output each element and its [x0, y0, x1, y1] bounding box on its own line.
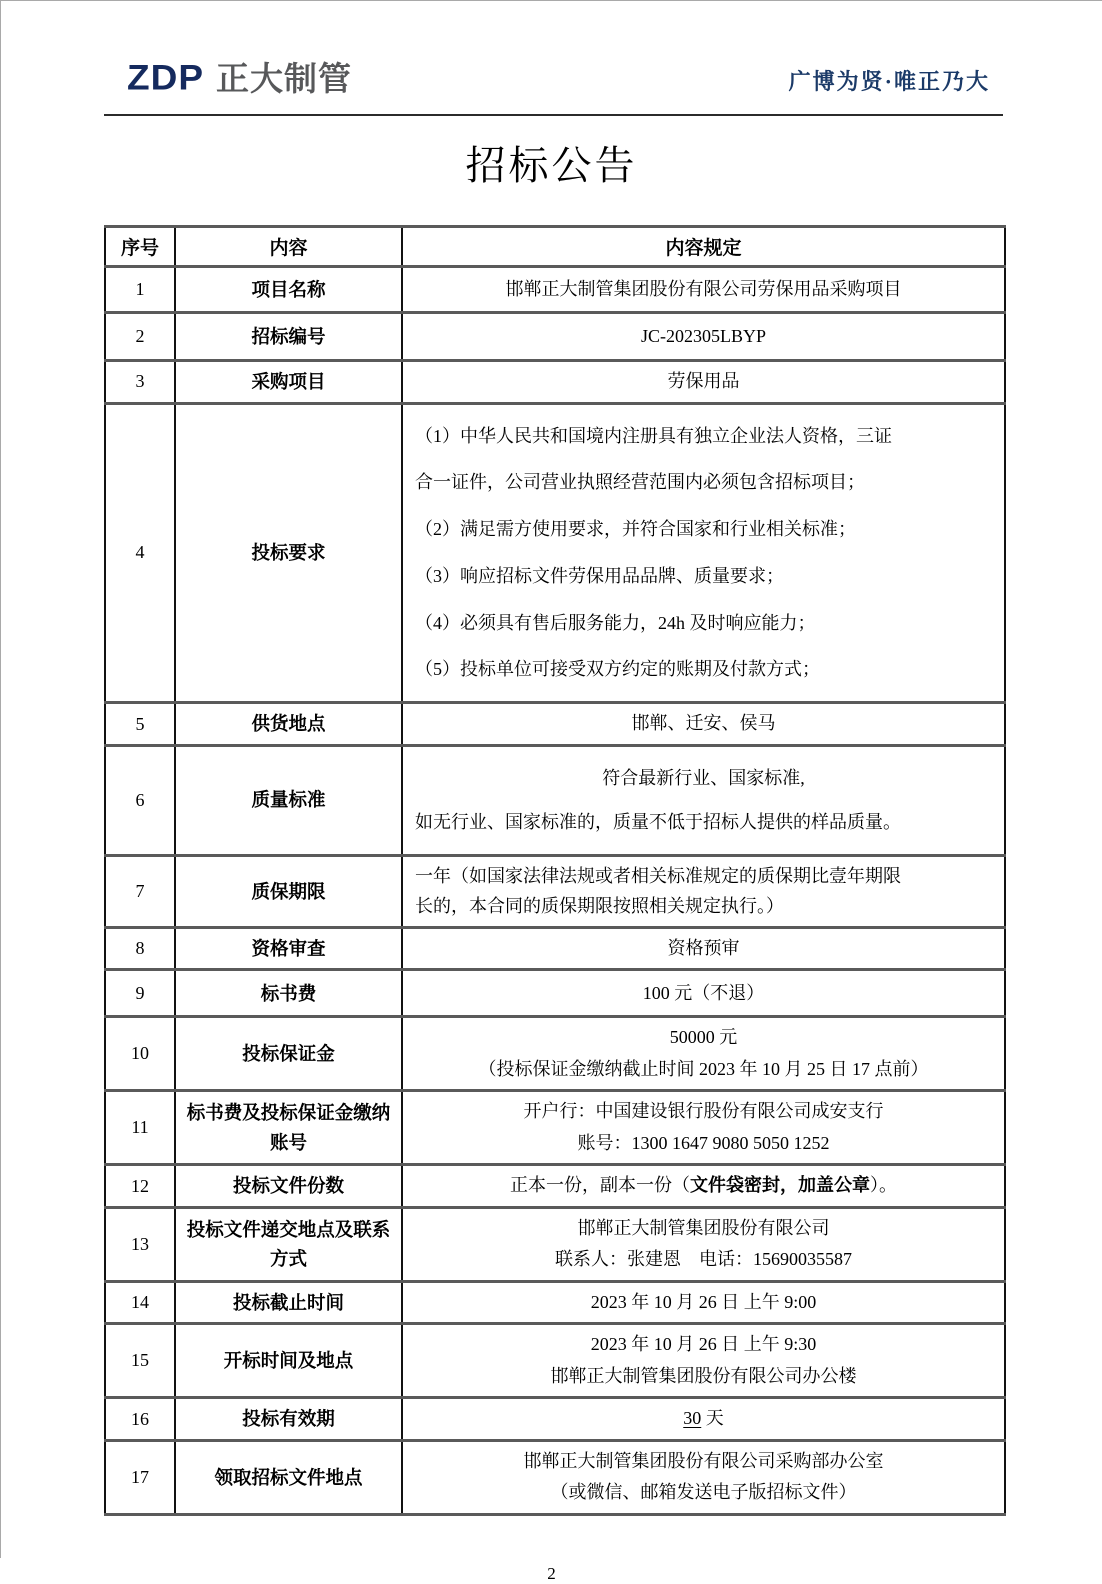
content-line: 2023 年 10 月 26 日 上午 9:30 [590, 1334, 817, 1355]
table-head [105, 227, 1005, 267]
content-line: （4）必须具有售后服务能力，24h 及时响应能力； [415, 612, 816, 633]
page-title: 招标公告 [465, 144, 638, 188]
content-line [415, 1170, 992, 1202]
table-row [105, 1207, 1005, 1281]
table-row [105, 1165, 1005, 1208]
table-row [105, 361, 1005, 404]
underlined-text: 30 [683, 1408, 702, 1429]
row-content [402, 703, 1005, 746]
row-number: 8 [105, 927, 175, 970]
content-line: 邯郸正大制管集团股份有限公司采购部办公室 [523, 1450, 884, 1471]
row-label: 标书费 [175, 970, 402, 1017]
row-label: 领取招标文件地点 [175, 1440, 402, 1514]
row-number: 14 [105, 1281, 175, 1324]
row-label: 投标截止时间 [175, 1281, 402, 1324]
row-content [402, 927, 1005, 970]
row-content [402, 855, 1005, 927]
text: 天 [701, 1408, 724, 1429]
table-header-row [105, 227, 1005, 267]
row-content [402, 1324, 1005, 1398]
header-divider [104, 114, 1003, 116]
row-number: 5 [105, 703, 175, 746]
header-cell-spec: 内容规定 [402, 227, 1005, 267]
content-line: 50000 元 [669, 1027, 738, 1048]
content-line: 邯郸、迁安、侯马 [631, 713, 776, 734]
row-label: 开标时间及地点 [175, 1324, 402, 1398]
row-label: 投标文件份数 [175, 1165, 402, 1208]
row-number: 11 [105, 1091, 175, 1165]
row-number: 2 [105, 313, 175, 361]
row-content [402, 970, 1005, 1017]
content-line: 邯郸正大制管集团股份有限公司劳保用品采购项目 [505, 278, 902, 299]
row-label: 投标文件递交地点及联系方式 [175, 1207, 402, 1281]
content-line: 2023 年 10 月 26 日 上午 9:00 [590, 1291, 817, 1312]
logo-zdp-wordmark: ZDP [127, 57, 204, 98]
row-number: 3 [105, 361, 175, 404]
row-number: 6 [105, 745, 175, 855]
table-row [105, 927, 1005, 970]
content-line: 如无行业、国家标准的，质量不低于招标人提供的样品质量。 [415, 812, 901, 833]
table-row [105, 313, 1005, 361]
content-line: 联系人：张建恩 电话：15690035587 [555, 1249, 852, 1270]
content-line: JC-202305LBYP [640, 325, 766, 346]
header-cell-content: 内容 [175, 227, 402, 267]
content-line: （1）中华人民共和国境内注册具有独立企业法人资格，三证 [415, 425, 892, 446]
table-row [105, 1324, 1005, 1398]
content-line: （5）投标单位可接受双方约定的账期及付款方式； [415, 659, 820, 680]
row-content [402, 745, 1005, 855]
content-line: 一年（如国家法律法规或者相关标准规定的质保期比壹年期限 [415, 865, 901, 886]
row-content [402, 403, 1005, 703]
row-label: 采购项目 [175, 361, 402, 404]
row-number: 16 [105, 1398, 175, 1441]
row-content [402, 1165, 1005, 1208]
row-content [402, 1440, 1005, 1514]
content-line: 邯郸正大制管集团股份有限公司 [577, 1217, 830, 1238]
bold-text: 文件袋密封，加盖公章 [690, 1175, 870, 1196]
row-number: 4 [105, 403, 175, 703]
row-label: 投标有效期 [175, 1398, 402, 1441]
row-number: 13 [105, 1207, 175, 1281]
content-line: （2）满足需方使用要求，并符合国家和行业相关标准； [415, 519, 856, 540]
table-row [105, 1281, 1005, 1324]
row-label: 投标保证金 [175, 1017, 402, 1091]
content-line: 符合最新行业、国家标准, [602, 768, 805, 789]
announcement-table-body [105, 267, 1005, 1515]
row-label: 供货地点 [175, 703, 402, 746]
content-line: 合一证件，公司营业执照经营范围内必须包含招标项目； [415, 472, 865, 493]
row-number: 10 [105, 1017, 175, 1091]
content-line: 长的，本合同的质保期限按照相关规定执行。） [415, 896, 784, 917]
row-label: 招标编号 [175, 313, 402, 361]
row-content [402, 1281, 1005, 1324]
row-number: 1 [105, 267, 175, 313]
content-line: （投标保证金缴纳截止时间 2023 年 10 月 25 日 17 点前） [478, 1058, 929, 1079]
page-footer [1, 1564, 1102, 1584]
row-content [402, 1017, 1005, 1091]
row-label: 质保期限 [175, 855, 402, 927]
page-number: 2 [547, 1563, 556, 1583]
row-label: 质量标准 [175, 745, 402, 855]
header-cell-index: 序号 [105, 227, 175, 267]
table-row [105, 745, 1005, 855]
company-logo [127, 53, 352, 100]
row-label: 项目名称 [175, 267, 402, 313]
table-row [105, 855, 1005, 927]
content-line: （或微信、邮箱发送电子版招标文件） [550, 1482, 857, 1503]
content-line: 开户行：中国建设银行股份有限公司成安支行 [523, 1101, 884, 1122]
row-content [402, 1398, 1005, 1441]
table-row [105, 970, 1005, 1017]
row-number: 7 [105, 855, 175, 927]
table-row [105, 1017, 1005, 1091]
row-content [402, 267, 1005, 313]
content-line: （3）响应招标文件劳保用品品牌、质量要求； [415, 565, 784, 586]
table-row [105, 1398, 1005, 1441]
row-content [402, 1091, 1005, 1165]
announcement-table [104, 225, 1006, 1516]
row-content [402, 1207, 1005, 1281]
content-line: 邯郸正大制管集团股份有限公司办公楼 [550, 1365, 857, 1386]
text: ）。 [870, 1175, 897, 1196]
table-row [105, 1440, 1005, 1514]
page-header [127, 53, 990, 100]
row-label: 资格审查 [175, 927, 402, 970]
table-row [105, 1091, 1005, 1165]
row-content [402, 361, 1005, 404]
content-line: 100 元（不退） [642, 982, 765, 1003]
company-slogan: 广博为贤·唯正乃大 [788, 69, 990, 94]
row-label: 投标要求 [175, 403, 402, 703]
logo-company-name: 正大制管 [216, 60, 352, 97]
content-line: 劳保用品 [667, 371, 740, 391]
table-row [105, 403, 1005, 703]
row-number: 17 [105, 1440, 175, 1514]
row-number: 9 [105, 970, 175, 1017]
row-number: 12 [105, 1165, 175, 1208]
content-line [415, 1403, 992, 1435]
row-content [402, 313, 1005, 361]
content-line: 账号：1300 1647 9080 5050 1252 [577, 1132, 830, 1153]
row-number: 15 [105, 1324, 175, 1398]
row-label: 标书费及投标保证金缴纳账号 [175, 1091, 402, 1165]
text: 正本一份，副本一份（ [510, 1175, 690, 1196]
table-row [105, 267, 1005, 313]
table-row [105, 703, 1005, 746]
content-line: 资格预审 [667, 937, 740, 958]
